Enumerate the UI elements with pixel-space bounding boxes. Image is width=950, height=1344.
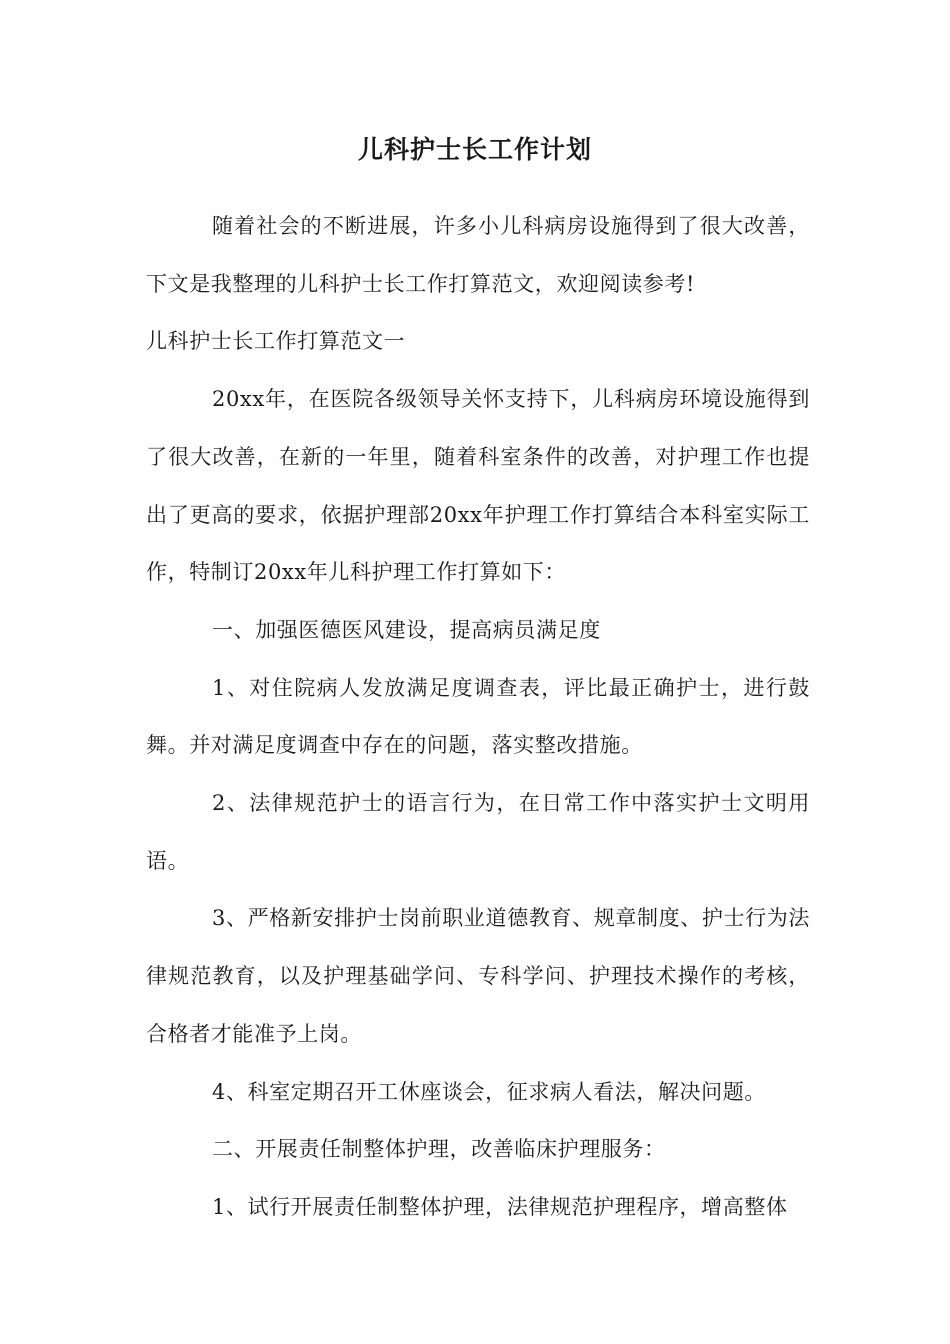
- paragraph-section-one-heading: 一、加强医德医风建设，提高病员满足度: [212, 617, 601, 642]
- document-title: 儿科护士长工作计划: [357, 135, 592, 164]
- paragraph-item: 4、科室定期召开工休座谈会，征求病人看法，解决问题。: [212, 1079, 766, 1104]
- paragraph-subheading: 儿科护士长工作打算范文一: [146, 329, 406, 354]
- document-body: [146, 198, 810, 1237]
- paragraph-item: 1、对住院病人发放满足度调查表，评比最正确护士，进行鼓舞。并对满足度调查中存在的问题，落实整改措施。: [146, 675, 810, 758]
- paragraph-item: 1、试行开展责任制整体护理，法律规范护理程序，增高整体: [212, 1194, 788, 1219]
- paragraph-intro: 随着社会的不断进展，许多小儿科病房设施得到了很大改善，下文是我整理的儿科护士长工作打算范文，欢迎阅读参考!: [146, 214, 810, 296]
- paragraph-overview: 20xx年，在医院各级领导关怀支持下，儿科病房环境设施得到了很大改善，在新的一年里，随着科室条件的改善，对护理工作也提出了更高的要求，依据护理部20xx年护理工作打算结合本科室实际工作，特制订20xx年儿科护理工作打算如下：: [146, 387, 810, 585]
- paragraph-section-two-heading: 二、开展责任制整体护理，改善临床护理服务：: [212, 1137, 666, 1162]
- paragraph-item: 3、严格新安排护士岗前职业道德教育、规章制度、护士行为法律规范教育，以及护理基础学问、专科学问、护理技术操作的考核，合格者才能准予上岗。: [146, 906, 810, 1046]
- paragraph-item: 2、法律规范护士的语言行为，在日常工作中落实护士文明用语。: [146, 791, 810, 873]
